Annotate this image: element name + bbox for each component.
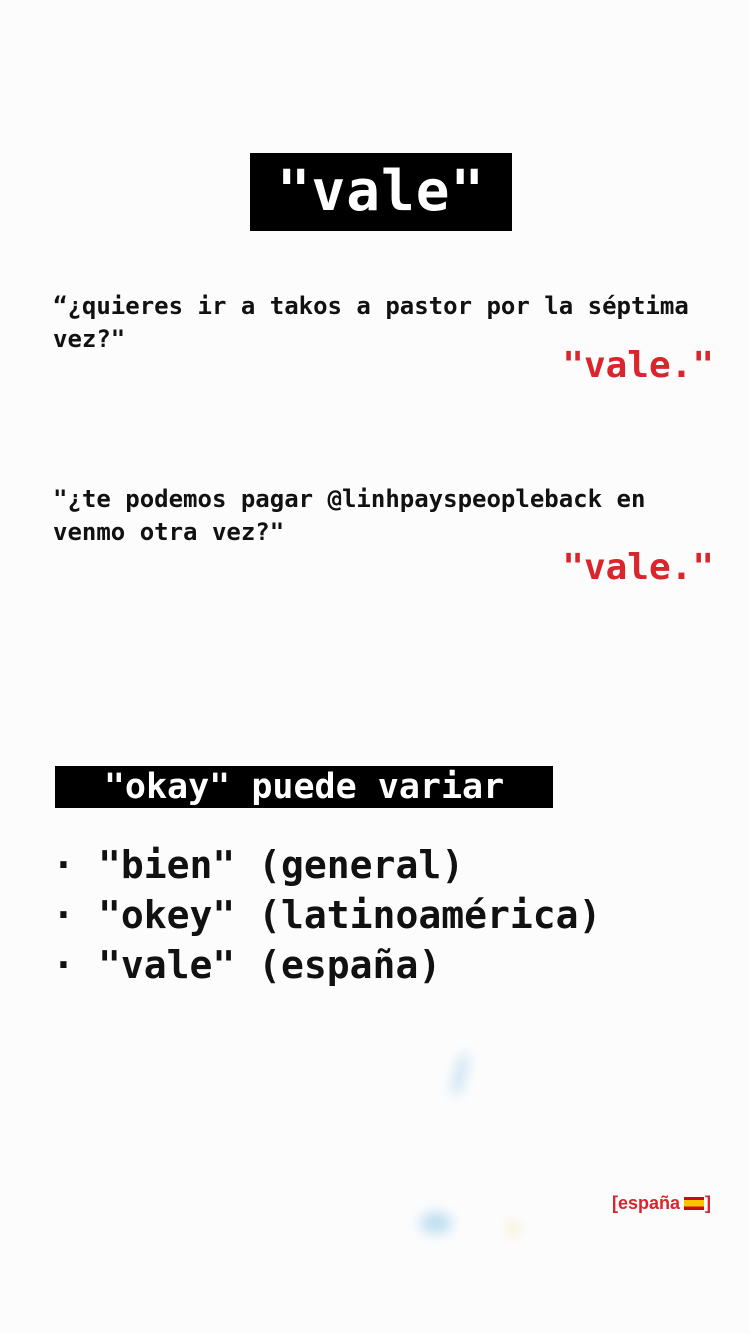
variants-heading: "okay" puede variar xyxy=(55,766,553,808)
dialogue-answer-1: "vale." xyxy=(562,345,714,386)
bullet-icon: · xyxy=(52,943,75,987)
variant-region: (españa) xyxy=(258,943,442,987)
country-tag[interactable] xyxy=(612,1190,711,1216)
background-blur-decoration xyxy=(420,1212,452,1234)
bullet-icon: · xyxy=(52,893,75,937)
tag-bracket-open: [ xyxy=(612,1193,618,1213)
variants-list xyxy=(52,840,601,990)
variant-word: "okey" xyxy=(98,893,236,937)
background-blur-decoration xyxy=(449,1051,470,1097)
list-item xyxy=(52,890,601,940)
list-item xyxy=(52,840,601,890)
page-title: "vale" xyxy=(250,153,512,231)
background-blur-decoration xyxy=(508,1220,518,1238)
dialogue-answer-2: "vale." xyxy=(562,547,714,588)
tag-label: españa xyxy=(618,1193,681,1213)
variant-region: (general) xyxy=(258,843,465,887)
variant-word: "vale" xyxy=(98,943,236,987)
list-item xyxy=(52,940,601,990)
variant-word: "bien" xyxy=(98,843,236,887)
spain-flag-icon xyxy=(684,1197,704,1210)
dialogue-question-2: "¿te podemos pagar @linhpayspeopleback en venmo otra vez?" xyxy=(53,485,646,546)
tag-bracket-close: ] xyxy=(705,1193,712,1213)
bullet-icon: · xyxy=(52,843,75,887)
variant-region: (latinoamérica) xyxy=(258,893,602,937)
dialogue-question-1: “¿quieres ir a takos a pastor por la séptima vez?" xyxy=(53,292,689,353)
